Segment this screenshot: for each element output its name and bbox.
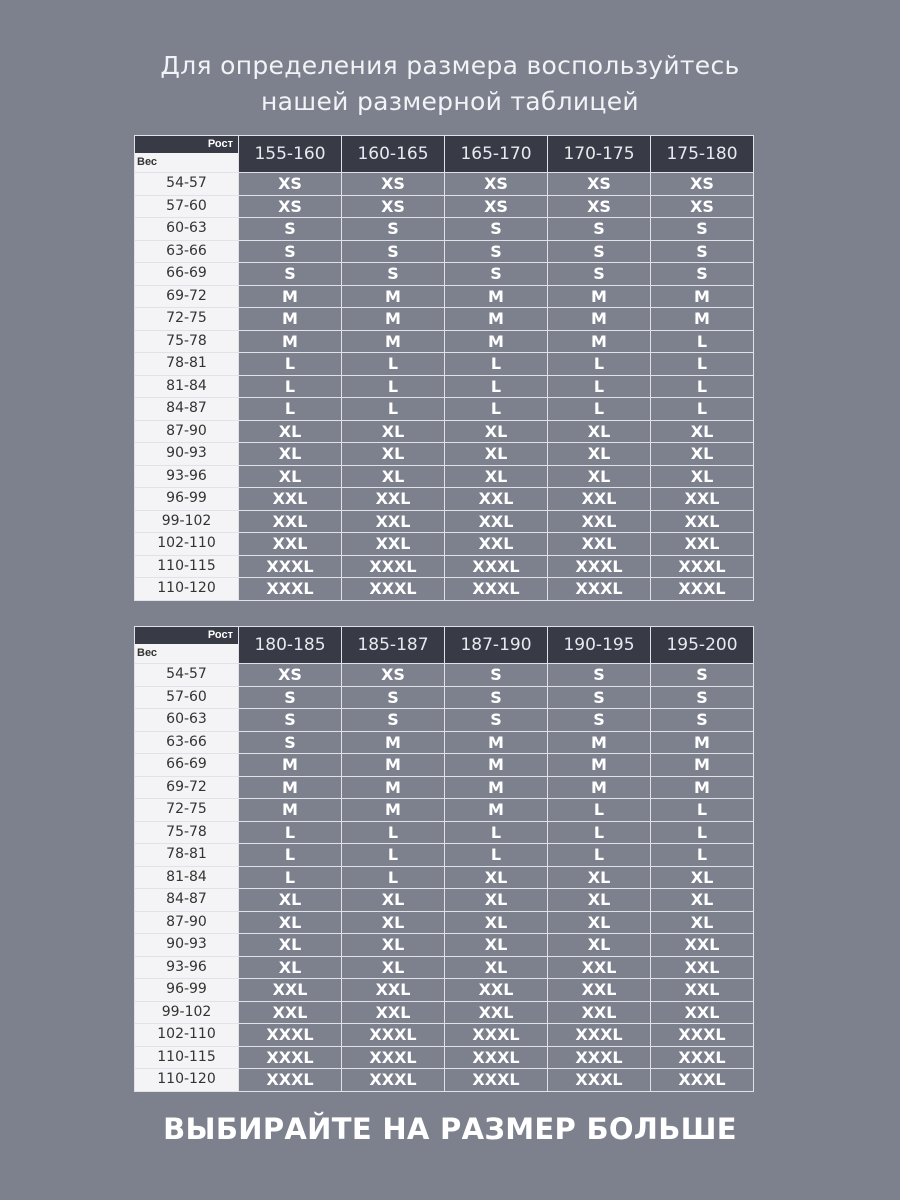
table-row <box>135 263 754 286</box>
size-cell: XS <box>548 195 651 218</box>
weight-cell: 90-93 <box>135 443 239 466</box>
size-cell: S <box>239 218 342 241</box>
size-cell: XXL <box>239 510 342 533</box>
size-cell: XL <box>548 911 651 934</box>
size-cell: L <box>651 375 754 398</box>
weight-axis-label: Вес <box>137 647 158 659</box>
table-row <box>135 195 754 218</box>
size-cell: XL <box>445 911 548 934</box>
size-cell: M <box>342 330 445 353</box>
size-cell: L <box>548 844 651 867</box>
weight-cell: 93-96 <box>135 465 239 488</box>
size-cell: L <box>651 353 754 376</box>
size-cell: M <box>342 799 445 822</box>
size-cell: L <box>342 375 445 398</box>
table-row <box>135 664 754 687</box>
table-row <box>135 375 754 398</box>
size-cell: L <box>548 799 651 822</box>
size-cell: S <box>651 686 754 709</box>
size-cell: XXL <box>342 979 445 1002</box>
weight-cell: 63-66 <box>135 240 239 263</box>
weight-axis-label: Вес <box>137 156 158 168</box>
table-row <box>135 353 754 376</box>
table-row <box>135 578 754 601</box>
size-cell: XXL <box>548 1001 651 1024</box>
size-cell: XXXL <box>239 1024 342 1047</box>
size-cell: XL <box>239 889 342 912</box>
size-cell: L <box>445 375 548 398</box>
size-cell: L <box>445 821 548 844</box>
size-cell: S <box>651 709 754 732</box>
size-cell: XXL <box>445 979 548 1002</box>
size-cell: M <box>445 799 548 822</box>
size-cell: XL <box>651 465 754 488</box>
size-cell: L <box>548 353 651 376</box>
size-cell: XXL <box>548 956 651 979</box>
table-row <box>135 1001 754 1024</box>
size-cell: XXL <box>548 979 651 1002</box>
size-cell: S <box>239 240 342 263</box>
table-row <box>135 889 754 912</box>
size-cell: XL <box>342 889 445 912</box>
weight-cell: 87-90 <box>135 911 239 934</box>
size-cell: XXXL <box>445 1046 548 1069</box>
height-header: 160-165 <box>342 136 445 173</box>
size-cell: M <box>548 330 651 353</box>
size-cell: XS <box>445 195 548 218</box>
size-cell: XS <box>548 173 651 196</box>
size-table-1 <box>134 135 754 601</box>
size-cell: XXXL <box>342 1046 445 1069</box>
size-cell: M <box>239 285 342 308</box>
table-row <box>135 686 754 709</box>
size-cell: S <box>239 709 342 732</box>
table-row <box>135 240 754 263</box>
size-cell: XXL <box>651 934 754 957</box>
size-cell: XL <box>548 443 651 466</box>
size-cell: XL <box>342 956 445 979</box>
size-cell: L <box>239 844 342 867</box>
size-cell: S <box>239 686 342 709</box>
weight-cell: 99-102 <box>135 510 239 533</box>
size-cell: S <box>445 686 548 709</box>
size-cell: XXXL <box>445 1024 548 1047</box>
table-row <box>135 731 754 754</box>
size-cell: XXL <box>239 533 342 556</box>
size-cell: L <box>342 353 445 376</box>
size-cell: XL <box>651 443 754 466</box>
weight-cell: 81-84 <box>135 866 239 889</box>
table-row <box>135 709 754 732</box>
size-cell: M <box>651 285 754 308</box>
size-cell: S <box>342 240 445 263</box>
size-cell: XL <box>239 934 342 957</box>
table-row <box>135 285 754 308</box>
size-cell: S <box>445 263 548 286</box>
weight-cell: 81-84 <box>135 375 239 398</box>
table-row <box>135 934 754 957</box>
size-cell: L <box>342 844 445 867</box>
weight-cell: 90-93 <box>135 934 239 957</box>
size-cell: XXL <box>445 488 548 511</box>
size-cell: XXL <box>651 533 754 556</box>
size-cell: XXXL <box>342 1024 445 1047</box>
size-cell: XL <box>548 866 651 889</box>
height-header: 170-175 <box>548 136 651 173</box>
size-cell: XL <box>239 911 342 934</box>
size-cell: XL <box>239 465 342 488</box>
table-row <box>135 979 754 1002</box>
size-cell: M <box>239 754 342 777</box>
height-header: 195-200 <box>651 627 754 664</box>
table-row <box>135 465 754 488</box>
size-cell: XXXL <box>239 578 342 601</box>
size-cell: M <box>445 330 548 353</box>
size-cell: XXXL <box>342 578 445 601</box>
size-cell: XXXL <box>548 1046 651 1069</box>
size-cell: XL <box>651 889 754 912</box>
size-cell: XXL <box>445 533 548 556</box>
size-cell: XXL <box>651 956 754 979</box>
size-cell: S <box>548 263 651 286</box>
size-cell: M <box>239 308 342 331</box>
size-cell: S <box>342 218 445 241</box>
size-cell: XXXL <box>651 1046 754 1069</box>
weight-cell: 87-90 <box>135 420 239 443</box>
size-cell: S <box>651 664 754 687</box>
height-header: 187-190 <box>445 627 548 664</box>
size-cell: L <box>651 844 754 867</box>
height-header: 155-160 <box>239 136 342 173</box>
size-cell: S <box>239 731 342 754</box>
weight-cell: 84-87 <box>135 889 239 912</box>
page-title <box>0 48 900 120</box>
size-cell: S <box>445 240 548 263</box>
height-header: 190-195 <box>548 627 651 664</box>
size-cell: XXXL <box>445 1069 548 1092</box>
size-cell: XXXL <box>239 1069 342 1092</box>
size-cell: M <box>651 731 754 754</box>
size-cell: S <box>445 218 548 241</box>
size-cell: XXXL <box>651 1069 754 1092</box>
table-row <box>135 776 754 799</box>
size-cell: M <box>651 308 754 331</box>
size-cell: XS <box>342 195 445 218</box>
weight-cell: 57-60 <box>135 195 239 218</box>
size-cell: XXL <box>445 510 548 533</box>
weight-cell: 72-75 <box>135 308 239 331</box>
table-row <box>135 218 754 241</box>
size-cell: XXL <box>651 510 754 533</box>
size-cell: XL <box>445 866 548 889</box>
weight-cell: 110-120 <box>135 1069 239 1092</box>
size-cell: XXXL <box>342 1069 445 1092</box>
size-cell: XL <box>342 443 445 466</box>
title-line-2: нашей размерной таблицей <box>261 87 639 116</box>
size-cell: XL <box>651 866 754 889</box>
weight-cell: 72-75 <box>135 799 239 822</box>
size-cell: XL <box>342 934 445 957</box>
weight-cell: 75-78 <box>135 330 239 353</box>
size-cell: S <box>651 218 754 241</box>
size-cell: L <box>342 866 445 889</box>
table-row <box>135 488 754 511</box>
size-cell: XXL <box>651 1001 754 1024</box>
height-axis-label: Рост <box>135 136 239 153</box>
size-cell: XXXL <box>548 1069 651 1092</box>
size-cell: M <box>342 776 445 799</box>
table-row <box>135 420 754 443</box>
size-cell: XL <box>651 420 754 443</box>
weight-cell: 84-87 <box>135 398 239 421</box>
size-cell: M <box>342 754 445 777</box>
size-cell: XL <box>239 956 342 979</box>
size-cell: M <box>445 754 548 777</box>
size-cell: XXXL <box>342 555 445 578</box>
size-cell: XS <box>342 173 445 196</box>
size-cell: M <box>342 285 445 308</box>
weight-cell: 66-69 <box>135 263 239 286</box>
weight-cell: 60-63 <box>135 218 239 241</box>
size-cell: L <box>445 844 548 867</box>
size-cell: XS <box>239 664 342 687</box>
table-row <box>135 398 754 421</box>
height-axis-label: Рост <box>135 627 239 644</box>
size-cell: XXXL <box>239 1046 342 1069</box>
size-cell: XXXL <box>651 578 754 601</box>
size-cell: XL <box>445 420 548 443</box>
size-cell: XXXL <box>445 555 548 578</box>
size-cell: XL <box>548 420 651 443</box>
size-cell: M <box>548 285 651 308</box>
table-row <box>135 956 754 979</box>
size-cell: XXL <box>548 488 651 511</box>
size-cell: XXL <box>239 488 342 511</box>
size-cell: M <box>342 731 445 754</box>
size-cell: XL <box>651 911 754 934</box>
size-cell: S <box>445 664 548 687</box>
size-cell: XXXL <box>548 578 651 601</box>
size-cell: XS <box>239 173 342 196</box>
size-cell: XXXL <box>239 555 342 578</box>
size-cell: XL <box>445 465 548 488</box>
size-cell: S <box>651 240 754 263</box>
weight-cell: 63-66 <box>135 731 239 754</box>
size-cell: M <box>548 776 651 799</box>
table-row <box>135 308 754 331</box>
size-cell: XL <box>342 911 445 934</box>
weight-cell: 54-57 <box>135 173 239 196</box>
size-cell: XL <box>342 465 445 488</box>
size-cell: XL <box>548 465 651 488</box>
size-cell: M <box>548 754 651 777</box>
size-cell: S <box>548 240 651 263</box>
size-cell: XS <box>445 173 548 196</box>
table-row <box>135 1046 754 1069</box>
size-cell: M <box>651 776 754 799</box>
weight-cell: 96-99 <box>135 488 239 511</box>
size-cell: XXXL <box>548 1024 651 1047</box>
weight-cell: 66-69 <box>135 754 239 777</box>
table-row <box>135 1024 754 1047</box>
table-row <box>135 821 754 844</box>
size-cell: L <box>342 821 445 844</box>
size-cell: XXL <box>239 1001 342 1024</box>
size-cell: S <box>651 263 754 286</box>
size-cell: S <box>548 686 651 709</box>
size-cell: S <box>342 686 445 709</box>
weight-cell: 57-60 <box>135 686 239 709</box>
height-header: 165-170 <box>445 136 548 173</box>
size-cell: L <box>239 353 342 376</box>
footer-advice: ВЫБИРАЙТЕ НА РАЗМЕР БОЛЬШЕ <box>163 1112 737 1146</box>
size-cell: L <box>445 398 548 421</box>
size-cell: S <box>445 709 548 732</box>
size-cell: XL <box>445 889 548 912</box>
size-cell: XXXL <box>548 555 651 578</box>
size-cell: L <box>548 398 651 421</box>
table-row <box>135 844 754 867</box>
size-cell: L <box>239 821 342 844</box>
weight-cell: 78-81 <box>135 844 239 867</box>
weight-cell: 102-110 <box>135 1024 239 1047</box>
weight-cell: 110-115 <box>135 555 239 578</box>
size-cell: L <box>651 821 754 844</box>
table-row <box>135 173 754 196</box>
size-cell: XXXL <box>651 1024 754 1047</box>
size-cell: XS <box>651 173 754 196</box>
size-cell: XL <box>445 956 548 979</box>
size-cell: L <box>342 398 445 421</box>
table-row <box>135 911 754 934</box>
table-row <box>135 443 754 466</box>
size-cell: XS <box>239 195 342 218</box>
size-cell: L <box>651 398 754 421</box>
header-row <box>135 136 754 173</box>
size-table-2 <box>134 626 754 1092</box>
size-cell: XXL <box>342 488 445 511</box>
size-cell: L <box>548 375 651 398</box>
size-cell: XL <box>445 443 548 466</box>
weight-cell: 102-110 <box>135 533 239 556</box>
table-row <box>135 1069 754 1092</box>
size-cell: M <box>239 776 342 799</box>
table-row <box>135 555 754 578</box>
weight-cell: 54-57 <box>135 664 239 687</box>
table-row <box>135 533 754 556</box>
size-cell: XL <box>548 934 651 957</box>
weight-cell: 96-99 <box>135 979 239 1002</box>
weight-cell: 75-78 <box>135 821 239 844</box>
size-cell: XXXL <box>445 578 548 601</box>
size-cell: M <box>548 731 651 754</box>
size-cell: M <box>651 754 754 777</box>
table-row <box>135 510 754 533</box>
weight-cell: 110-120 <box>135 578 239 601</box>
size-cell: XL <box>239 420 342 443</box>
weight-cell: 60-63 <box>135 709 239 732</box>
size-cell: L <box>445 353 548 376</box>
size-cell: M <box>548 308 651 331</box>
weight-cell: 110-115 <box>135 1046 239 1069</box>
size-cell: XXL <box>239 979 342 1002</box>
size-cell: XXXL <box>651 555 754 578</box>
table-row <box>135 799 754 822</box>
size-cell: XL <box>239 443 342 466</box>
table-row <box>135 754 754 777</box>
size-cell: XXL <box>548 533 651 556</box>
height-header: 180-185 <box>239 627 342 664</box>
size-cell: M <box>445 285 548 308</box>
title-line-1: Для определения размера воспользуйтесь <box>160 51 740 80</box>
size-cell: L <box>239 375 342 398</box>
size-cell: XXL <box>445 1001 548 1024</box>
size-cell: S <box>342 263 445 286</box>
weight-cell: 69-72 <box>135 285 239 308</box>
weight-cell: 99-102 <box>135 1001 239 1024</box>
size-cell: XXL <box>651 488 754 511</box>
size-cell: XXL <box>548 510 651 533</box>
size-cell: L <box>239 398 342 421</box>
weight-cell: 69-72 <box>135 776 239 799</box>
size-cell: M <box>445 776 548 799</box>
size-cell: M <box>239 330 342 353</box>
size-cell: M <box>239 799 342 822</box>
size-cell: S <box>342 709 445 732</box>
size-cell: M <box>445 308 548 331</box>
weight-cell: 93-96 <box>135 956 239 979</box>
height-header: 175-180 <box>651 136 754 173</box>
size-cell: L <box>651 330 754 353</box>
size-cell: S <box>548 218 651 241</box>
size-cell: XXL <box>342 533 445 556</box>
size-cell: XXL <box>342 1001 445 1024</box>
table-row <box>135 866 754 889</box>
size-cell: L <box>239 866 342 889</box>
size-cell: XXL <box>651 979 754 1002</box>
table-row <box>135 330 754 353</box>
size-cell: XS <box>342 664 445 687</box>
corner-cell <box>135 627 239 664</box>
size-cell: XXL <box>342 510 445 533</box>
size-cell: XL <box>445 934 548 957</box>
height-header: 185-187 <box>342 627 445 664</box>
size-cell: S <box>548 664 651 687</box>
corner-cell <box>135 136 239 173</box>
size-cell: M <box>342 308 445 331</box>
size-cell: S <box>239 263 342 286</box>
size-cell: XS <box>651 195 754 218</box>
size-cell: L <box>651 799 754 822</box>
weight-cell: 78-81 <box>135 353 239 376</box>
size-cell: M <box>445 731 548 754</box>
size-cell: S <box>548 709 651 732</box>
size-cell: XL <box>548 889 651 912</box>
size-cell: L <box>548 821 651 844</box>
size-cell: XL <box>342 420 445 443</box>
header-row <box>135 627 754 664</box>
